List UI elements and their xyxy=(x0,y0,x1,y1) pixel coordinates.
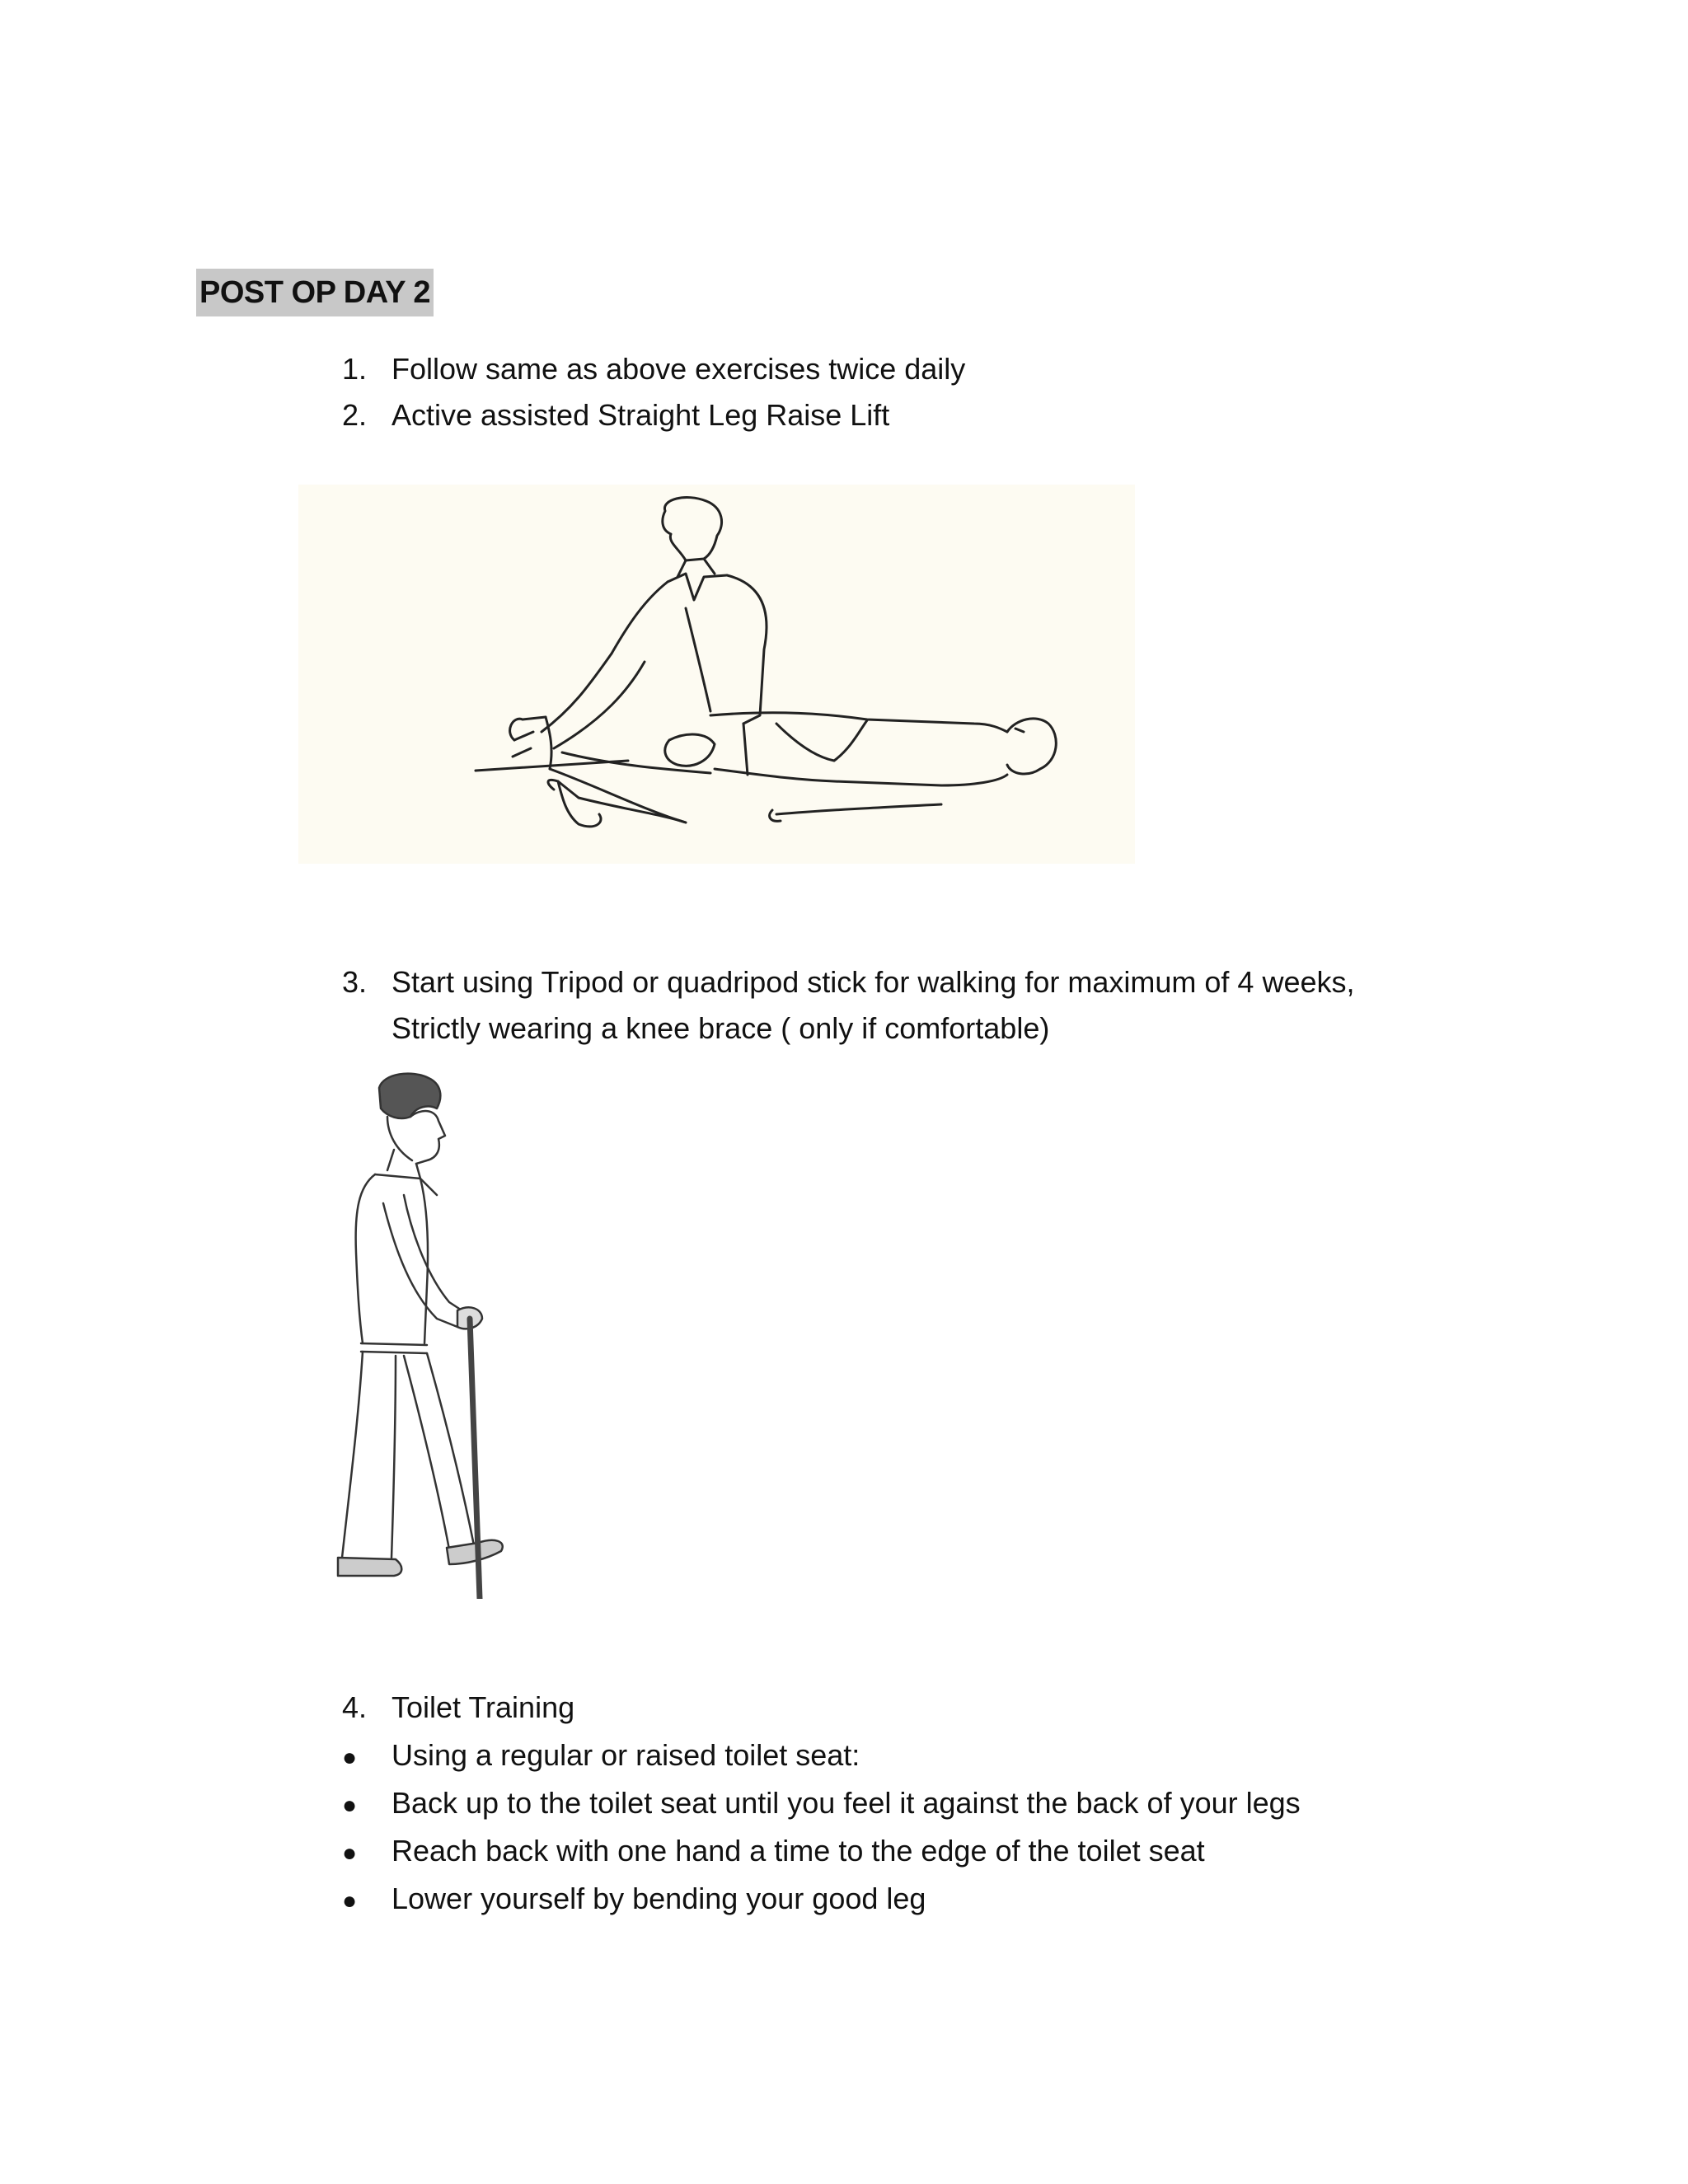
bullet-item xyxy=(342,1783,1301,1825)
bullet-icon: ● xyxy=(342,1840,358,1867)
bullet-icon: ● xyxy=(342,1887,358,1915)
bullet-item xyxy=(342,1736,860,1778)
section-heading: POST OP DAY 2 xyxy=(196,269,434,316)
bullet-text: Lower yourself by bending your good leg xyxy=(392,1882,926,1915)
list-item-text: Start using Tripod or quadripod stick for walking for maximum of 4 weeks, xyxy=(392,965,1355,999)
bullet-item xyxy=(342,1831,1205,1873)
bullet-item xyxy=(342,1879,926,1921)
list-item xyxy=(342,396,889,435)
list-item-number: 1. xyxy=(342,352,368,386)
list-item xyxy=(342,1688,574,1727)
list-item-text: Active assisted Straight Leg Raise Lift xyxy=(392,398,890,432)
list-item-number: 3. xyxy=(342,965,368,999)
bullet-text: Reach back with one hand a time to the edge of the toilet seat xyxy=(392,1834,1205,1868)
list-item-number: 4. xyxy=(342,1690,368,1724)
bullet-icon: ● xyxy=(342,1744,358,1771)
bullet-text: Back up to the toilet seat until you feel it against the back of your legs xyxy=(392,1786,1301,1820)
walking-with-cane-illustration xyxy=(305,1071,536,1599)
list-item-text: Follow same as above exercises twice daily xyxy=(392,352,966,386)
list-item xyxy=(342,963,1355,1002)
list-item-number: 2. xyxy=(342,398,368,432)
leg-raise-illustration xyxy=(298,485,1135,864)
list-item xyxy=(342,349,965,389)
bullet-text: Using a regular or raised toilet seat: xyxy=(392,1738,860,1772)
list-item-continuation: Strictly wearing a knee brace ( only if comfortable) xyxy=(392,1011,1050,1045)
bullet-icon: ● xyxy=(342,1792,358,1819)
list-item-text: Toilet Training xyxy=(392,1690,575,1724)
